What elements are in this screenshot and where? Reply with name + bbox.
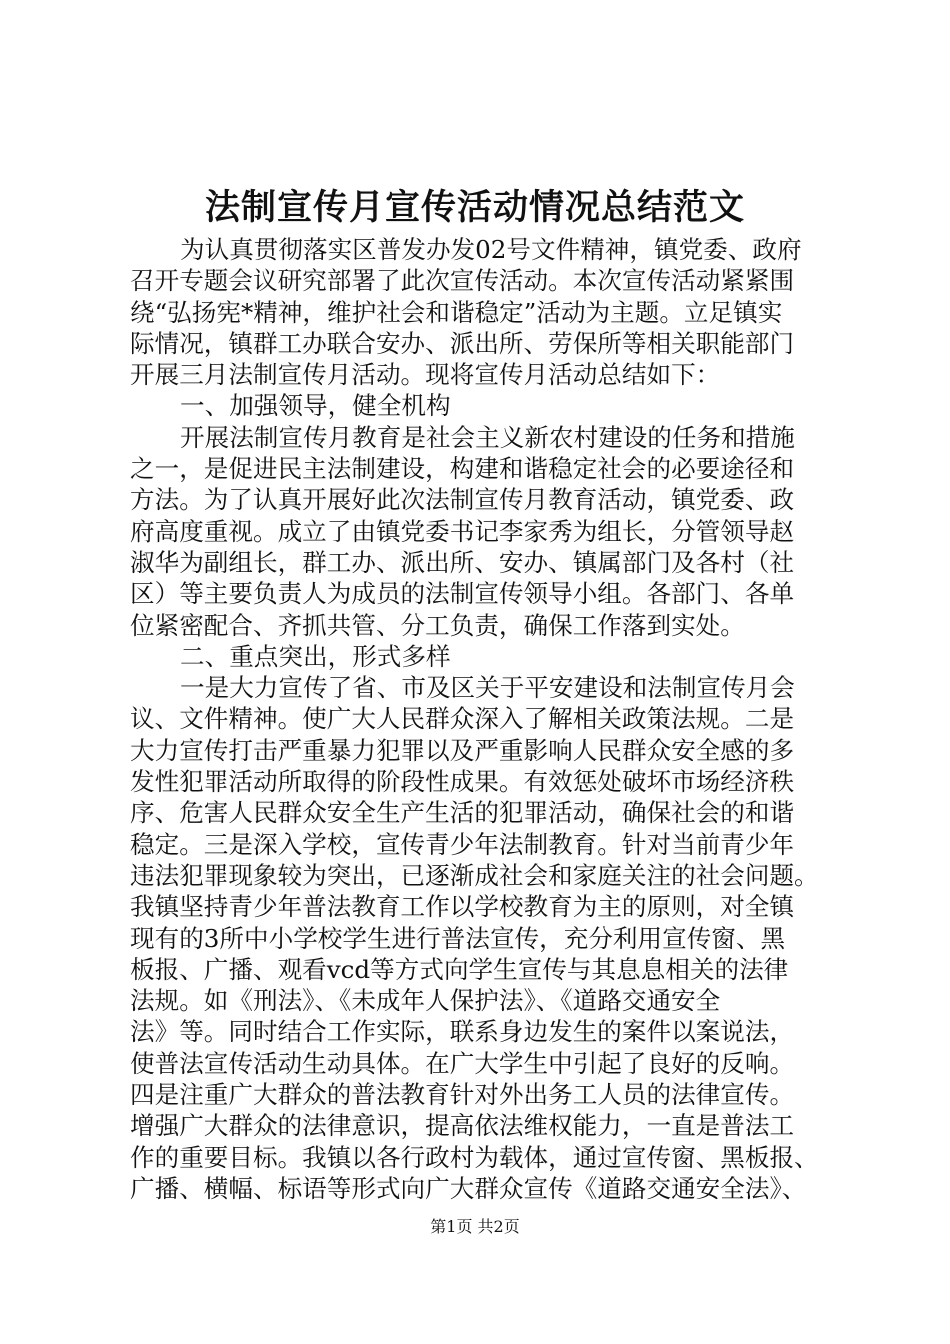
text-line: 区）等主要负责人为成员的法制宣传领导小组。各部门、各单 [130, 579, 795, 609]
text-line: 使普法宣传活动生动具体。在广大学生中引起了良好的反响。 [130, 1048, 795, 1078]
document-body [130, 234, 830, 1204]
text-line: 增强广大群众的法律意识，提高依法维权能力，一直是普法工 [130, 1111, 795, 1141]
text-line: 方法。为了认真开展好此次法制宣传月教育活动，镇党委、政 [130, 485, 795, 515]
text-line: 为认真贯彻落实区普发办发02号文件精神，镇党委、政府 [180, 235, 802, 264]
text-line: 府高度重视。成立了由镇党委书记李家秀为组长，分管领导赵 [130, 516, 795, 546]
document-title: 法制宣传月宣传活动情况总结范文 [204, 187, 745, 228]
text-line: 大力宣传打击严重暴力犯罪以及严重影响人民群众安全感的多 [130, 735, 795, 765]
text-line: 位紧密配合、齐抓共管、分工负责，确保工作落到实处。 [130, 610, 745, 640]
text-line: 淑华为副组长，群工办、派出所、安办、镇属部门及各村（社 [130, 547, 795, 577]
text-line: 法》等。同时结合工作实际，联系身边发生的案件以案说法， [130, 1017, 795, 1047]
text-line: 序、危害人民群众安全生产生活的犯罪活动，确保社会的和谐 [130, 798, 795, 828]
text-line: 际情况，镇群工办联合安办、派出所、劳保所等相关职能部门 [130, 328, 795, 358]
text-line: 一是大力宣传了省、市及区关于平安建设和法制宣传月会 [180, 673, 795, 703]
text-line: 现有的3所中小学校学生进行普法宣传，充分利用宣传窗、黑 [130, 923, 786, 953]
text-line: 发性犯罪活动所取得的阶段性成果。有效惩处破坏市场经济秩 [130, 767, 795, 797]
text-line: 之一，是促进民主法制建设，构建和谐稳定社会的必要途径和 [130, 454, 795, 484]
text-line: 开展法制宣传月教育是社会主义新农村建设的任务和措施 [180, 422, 795, 452]
text-line: 我镇坚持青少年普法教育工作以学校教育为主的原则，对全镇 [130, 892, 795, 922]
text-line: 开展三月法制宣传月活动。现将宣传月活动总结如下： [130, 360, 721, 390]
page-number: 第1页 共2页 [430, 1217, 520, 1236]
text-line: 违法犯罪现象较为突出，已逐渐成社会和家庭关注的社会问题。 [130, 860, 819, 890]
text-line: 法规。如《刑法》、《未成年人保护法》、《道路交通安全 [130, 986, 721, 1016]
section-heading: 一、加强领导，健全机构 [180, 391, 451, 421]
text-line: 四是注重广大群众的普法教育针对外出务工人员的法律宣传。 [130, 1080, 795, 1110]
text-line: 广播、横幅、标语等形式向广大群众宣传《道路交通安全法》、 [130, 1173, 807, 1203]
text-line: 绕“弘扬宪*精神，维护社会和谐稳定”活动为主题。立足镇实 [130, 297, 783, 327]
text-line: 板报、广播、观看vcd等方式向学生宣传与其息息相关的法律 [130, 954, 789, 984]
text-line: 议、文件精神。使广大人民群众深入了解相关政策法规。二是 [130, 704, 795, 734]
section-heading: 二、重点突出，形式多样 [180, 641, 451, 671]
text-line: 稳定。三是深入学校，宣传青少年法制教育。针对当前青少年 [130, 829, 795, 859]
text-line: 召开专题会议研究部署了此次宣传活动。本次宣传活动紧紧围 [130, 266, 795, 296]
text-line: 作的重要目标。我镇以各行政村为载体，通过宣传窗、黑板报、 [130, 1142, 819, 1172]
